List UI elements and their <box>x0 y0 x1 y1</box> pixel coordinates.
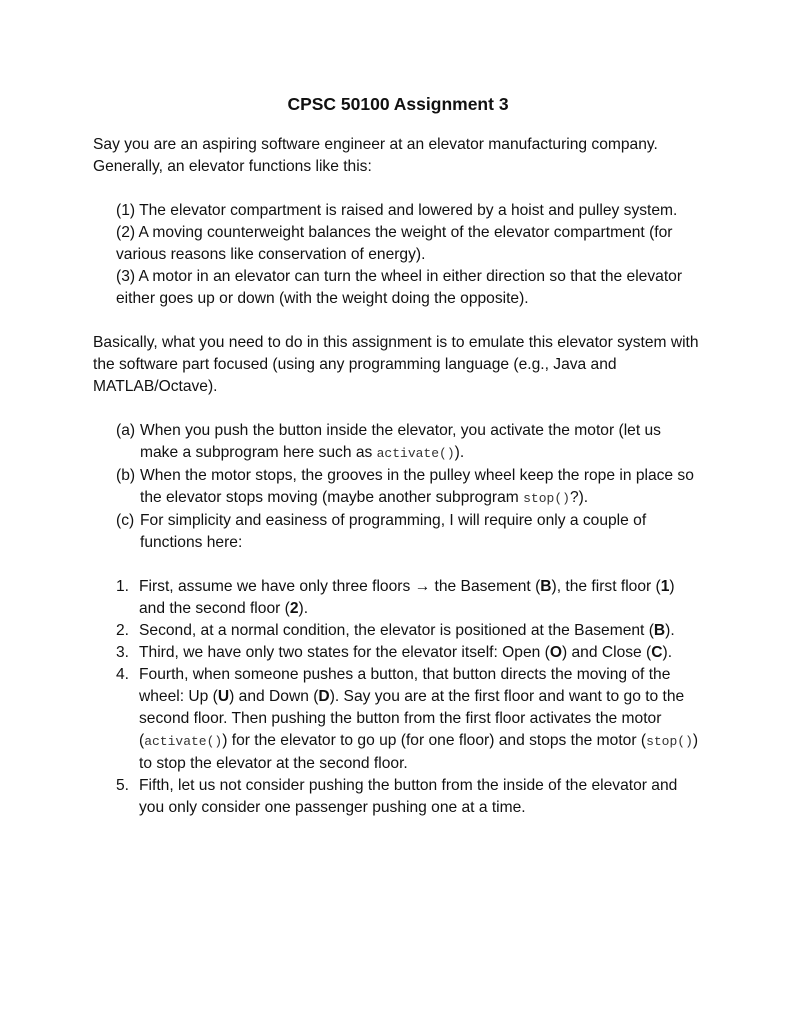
step-text <box>139 576 703 620</box>
step-number: 2. <box>116 622 130 639</box>
step-text-segment: Second, at a normal condition, the elevator is positioned at the Basement ( <box>139 622 654 639</box>
step-text: Fifth, let us not consider pushing the button from the inside of the elevator and you only consider one passenger pushing one at a time. <box>139 777 678 816</box>
spacer <box>93 310 703 332</box>
part-text-segment: When the motor stops, the grooves in the pulley wheel keep the rope in place so the elevator stops moving (maybe another subprogram <box>140 467 694 506</box>
part-item-b <box>116 465 703 510</box>
part-text <box>140 465 703 510</box>
document-page <box>93 92 703 819</box>
step-text-segment: ). Say you are at the first floor and want to go to the second floor. Then pushing the button from the first floor activates the motor ( <box>139 688 685 749</box>
part-label: (a) <box>116 422 136 439</box>
part-label: (b) <box>116 467 136 484</box>
elevator-functions-list <box>93 200 703 310</box>
stop-code: stop() <box>523 491 570 506</box>
step-number: 5. <box>116 777 130 794</box>
activate-code: activate() <box>144 734 223 749</box>
step-number: 1. <box>116 578 130 595</box>
function-item: (2) A moving counterweight balances the weight of the elevator compartment (for various reasons like conservation of energy). <box>116 224 673 263</box>
function-item: (3) A motor in an elevator can turn the wheel in either direction so that the elevator either goes up or down (with the weight doing the opposite). <box>116 268 683 307</box>
part-text-segment: When you push the button inside the elevator, you activate the motor (let us make a subprogram here such as <box>140 422 661 461</box>
function-item: (1) The elevator compartment is raised and lowered by a hoist and pulley system. <box>116 202 678 219</box>
step-text-segment: Fourth, when someone pushes a button, that button directs the moving of the wheel: Up ( <box>139 666 671 705</box>
step-item-2 <box>116 620 703 642</box>
part-text: For simplicity and easiness of programming, I will require only a couple of functions here: <box>140 512 647 551</box>
step-text-segment: Third, we have only two states for the elevator itself: Open ( <box>139 644 550 661</box>
spacer <box>93 554 703 576</box>
step-text-segment: ) and Down ( <box>229 688 319 705</box>
step-text-segment: ) and Close ( <box>561 644 652 661</box>
spacer <box>93 398 703 420</box>
step-number: 3. <box>116 644 130 661</box>
step-text <box>139 642 703 664</box>
part-text <box>140 420 703 465</box>
step-item-5 <box>116 775 703 819</box>
spacer <box>93 178 703 200</box>
parts-list <box>93 420 703 554</box>
steps-list <box>93 576 703 819</box>
task-paragraph: Basically, what you need to do in this assignment is to emulate this elevator system with the software part focused (using any programming language (e.g., Java and MATLAB/Octave). <box>93 334 699 395</box>
step-text-segment: First, assume we have only three floors → the Basement ( <box>139 578 541 595</box>
part-item-c <box>116 510 703 554</box>
floor-basement: B <box>653 622 666 639</box>
floor-basement: B <box>540 578 552 595</box>
state-open: O <box>549 644 562 661</box>
part-label: (c) <box>116 512 135 529</box>
step-text-segment: ) to stop the elevator at the second floor. <box>139 732 699 772</box>
step-text-segment: ). <box>665 622 675 639</box>
step-number: 4. <box>116 666 130 683</box>
state-close: C <box>651 644 663 661</box>
step-text <box>139 664 703 775</box>
part-text-segment: ?). <box>569 489 589 506</box>
part-text-segment: ). <box>454 444 465 461</box>
intro-paragraph: Say you are an aspiring software engineer at an elevator manufacturing company. Generally, an elevator functions like this: <box>93 136 658 175</box>
step-text-segment: ), the first floor ( <box>551 578 661 595</box>
step-text-segment: ). <box>662 644 673 661</box>
part-item-a <box>116 420 703 465</box>
step-text <box>139 620 703 642</box>
stop-code: stop() <box>646 734 693 749</box>
activate-code: activate() <box>376 446 455 461</box>
floor-first: 1 <box>660 578 670 595</box>
step-text-segment: ) and the second floor ( <box>139 578 675 617</box>
step-text-segment: ) for the elevator to go up (for one floor) and stops the motor ( <box>222 732 647 749</box>
step-item-1 <box>116 576 703 620</box>
page-title: CPSC 50100 Assignment 3 <box>287 94 509 114</box>
step-text-segment: ). <box>298 600 309 617</box>
direction-down: D <box>318 688 330 705</box>
direction-up: U <box>217 688 230 705</box>
step-item-4 <box>116 664 703 775</box>
floor-second: 2 <box>289 600 299 617</box>
step-item-3 <box>116 642 703 664</box>
